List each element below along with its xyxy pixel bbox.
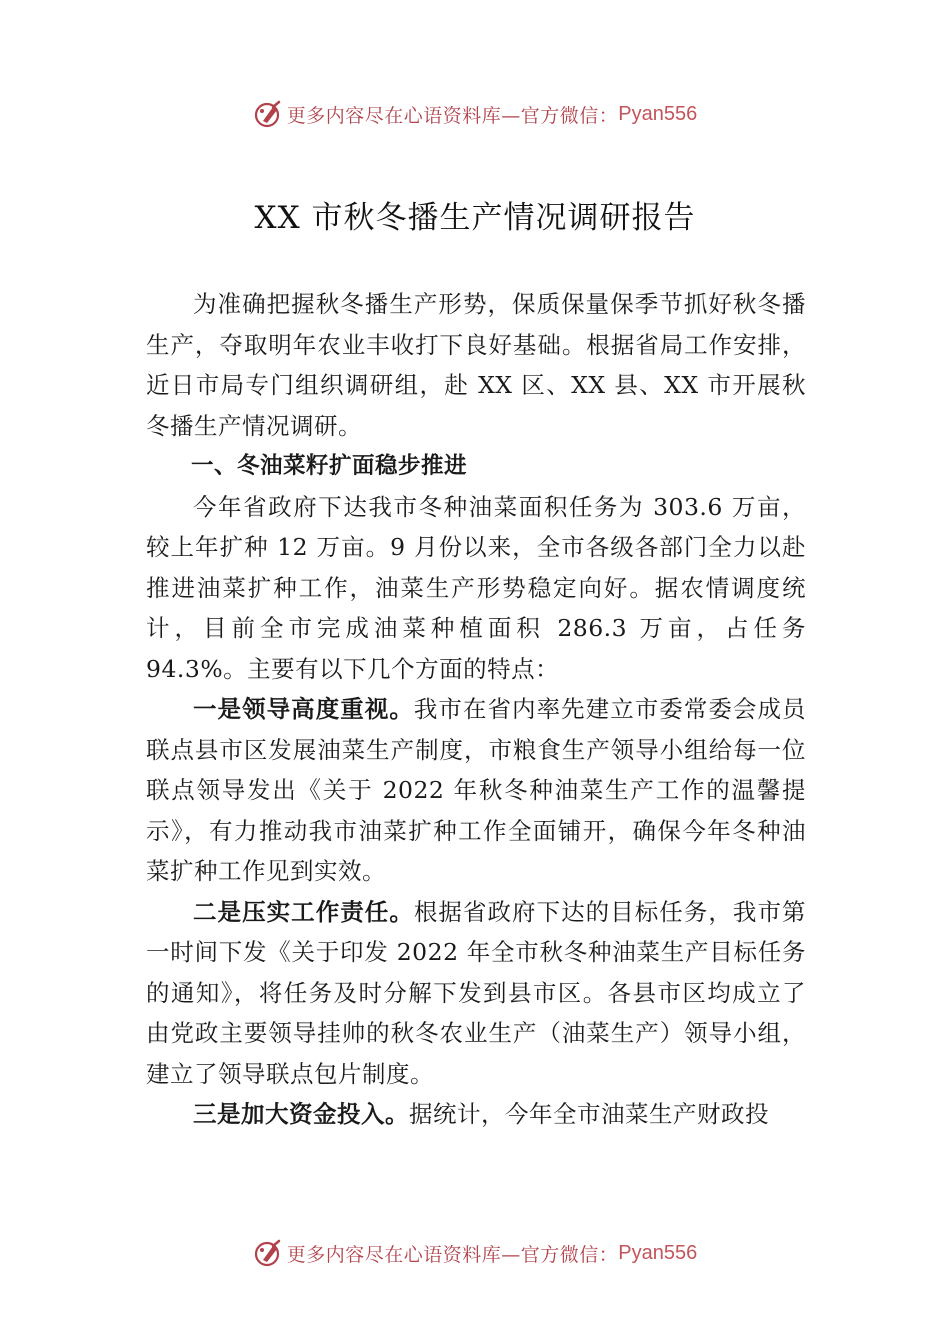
section-paragraph: 今年省政府下达我市冬种油菜面积任务为 303.6 万亩，较上年扩种 12 万亩。9 月份以来，全市各级各部门全力以赴推进油菜扩种工作，油菜生产形势稳定向好。据农情调度统计，目前全市完成油菜种植面积 286.3 万亩，占任务 94.3%。主要有以下几个方面的特点： <box>146 492 806 683</box>
point-lead-1: 一是领导高度重视。 <box>193 695 414 723</box>
pen-nib-seal-icon <box>253 99 283 129</box>
point-body-1: 我市在省内率先建立市委常委会成员联点县市区发展油菜生产制度，市粮食生产领导小组给每一位联点领导发出《关于 2022 年秋冬种油菜生产工作的温馨提示》，有力推动我市油菜扩种工作全面铺开，确保今年冬种油菜扩种工作见到实效。 <box>146 695 806 885</box>
document-title: XX 市秋冬播生产情况调研报告 <box>254 200 696 236</box>
intro-paragraph: 为准确把握秋冬播生产形势，保质保量保季节抓好秋冬播生产，夺取明年农业丰收打下良好基础。根据省局工作安排，近日市局专门组织调研组，赴 XX 区、XX 县、XX 市开展秋冬播生产情况调研。 <box>146 290 806 440</box>
pen-nib-seal-icon <box>253 1238 283 1268</box>
section-heading: 一、冬油菜籽扩面稳步推进 <box>191 453 468 479</box>
document-body <box>146 284 806 1135</box>
point-paragraph-3 <box>146 1094 806 1135</box>
point-paragraph-2 <box>146 892 806 1095</box>
watermark-text: 更多内容尽在心语资料库—官方微信： <box>286 104 619 127</box>
watermark-text: 更多内容尽在心语资料库—官方微信： <box>286 1243 619 1266</box>
point-lead-2: 二是压实工作责任。 <box>193 897 414 926</box>
watermark-wechat-id: Pyan556 <box>618 102 698 125</box>
footer-watermark <box>0 1233 950 1273</box>
header-watermark <box>0 94 950 134</box>
point-body-3: 据统计，今年全市油菜生产财政投 <box>409 1100 769 1128</box>
point-paragraph-1 <box>146 689 806 892</box>
point-lead-3: 三是加大资金投入。 <box>193 1100 409 1128</box>
point-body-2: 根据省政府下达的目标任务，我市第一时间下发《关于印发 2022 年全市秋冬种油菜生产目标任务的通知》，将任务及时分解下发到县市区。各县市区均成立了由党政主要领导挂帅的秋冬农业生产（油菜生产）领导小组，建立了领导联点包片制度。 <box>146 897 806 1088</box>
watermark-wechat-id: Pyan556 <box>618 1241 698 1264</box>
